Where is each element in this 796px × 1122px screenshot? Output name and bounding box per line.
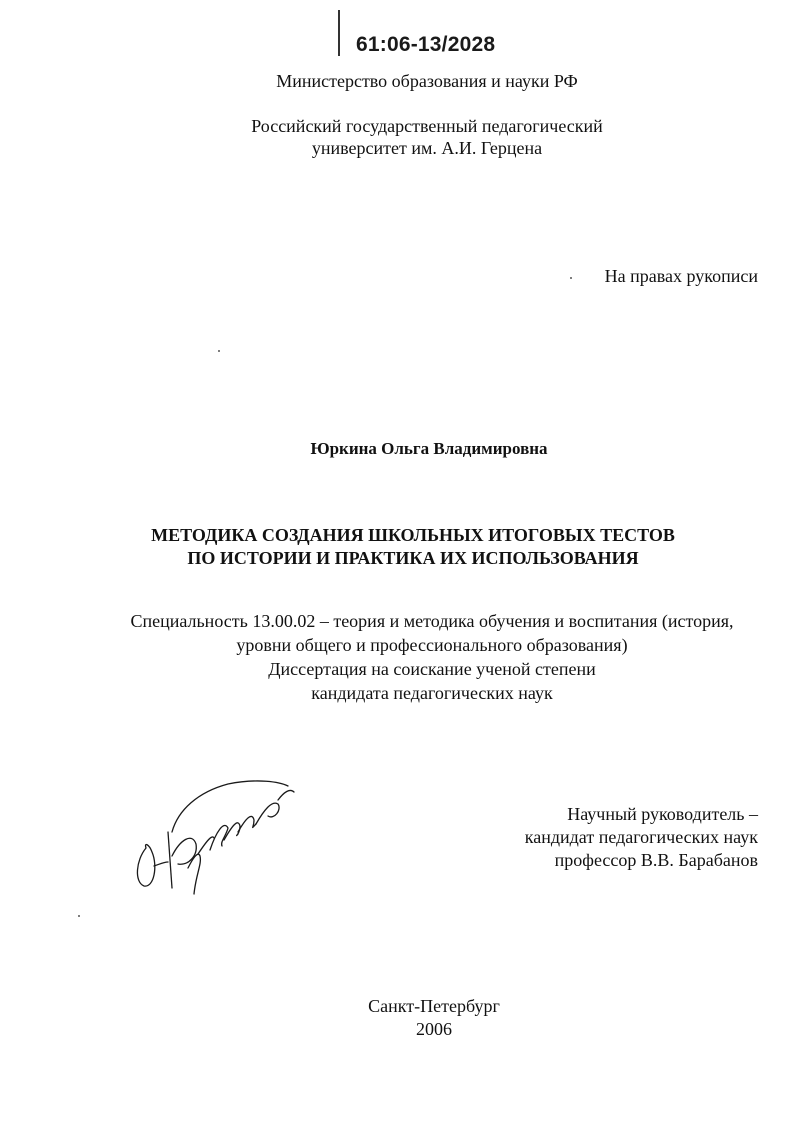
city-name: Санкт-Петербург <box>368 996 500 1016</box>
year: 2006 <box>416 1019 452 1039</box>
rights-note: На правах рукописи <box>604 266 758 286</box>
archive-stamp-code: 61:06-13/2028 <box>356 33 496 56</box>
handwritten-signature <box>128 770 308 900</box>
ministry-heading <box>0 70 796 92</box>
title-line-2: ПО ИСТОРИИ И ПРАКТИКА ИХ ИСПОЛЬЗОВАНИЯ <box>187 548 639 568</box>
university-name-line-2: университет им. А.И. Герцена <box>311 138 543 158</box>
ministry-name: Министерство образования и науки РФ <box>276 71 578 91</box>
university-heading <box>0 115 796 159</box>
specialty-line-2: уровни общего и профессионального образования) <box>236 635 628 655</box>
university-name-line-1: Российский государственный педагогический <box>251 116 603 136</box>
scan-speck <box>78 915 80 917</box>
footer-place-year <box>36 995 796 1041</box>
scan-speck <box>218 350 220 352</box>
specialty-line-4: кандидата педагогических наук <box>311 683 553 703</box>
scan-speck <box>570 277 572 279</box>
supervisor-block <box>525 803 758 872</box>
dissertation-title <box>0 524 796 570</box>
supervisor-line-3: профессор В.В. Барабанов <box>554 850 758 870</box>
specialty-line-3: Диссертация на соискание ученой степени <box>268 659 596 679</box>
specialty-line-1: Специальность 13.00.02 – теория и методика обучения и воспитания (история, <box>130 611 734 631</box>
title-line-1: МЕТОДИКА СОЗДАНИЯ ШКОЛЬНЫХ ИТОГОВЫХ ТЕСТОВ <box>151 525 675 545</box>
specialty-block <box>0 609 796 705</box>
stamp-divider <box>338 10 340 56</box>
supervisor-line-2: кандидат педагогических наук <box>524 827 758 847</box>
author-name: Юркина Ольга Владимировна <box>310 439 548 458</box>
supervisor-line-1: Научный руководитель – <box>567 804 758 824</box>
